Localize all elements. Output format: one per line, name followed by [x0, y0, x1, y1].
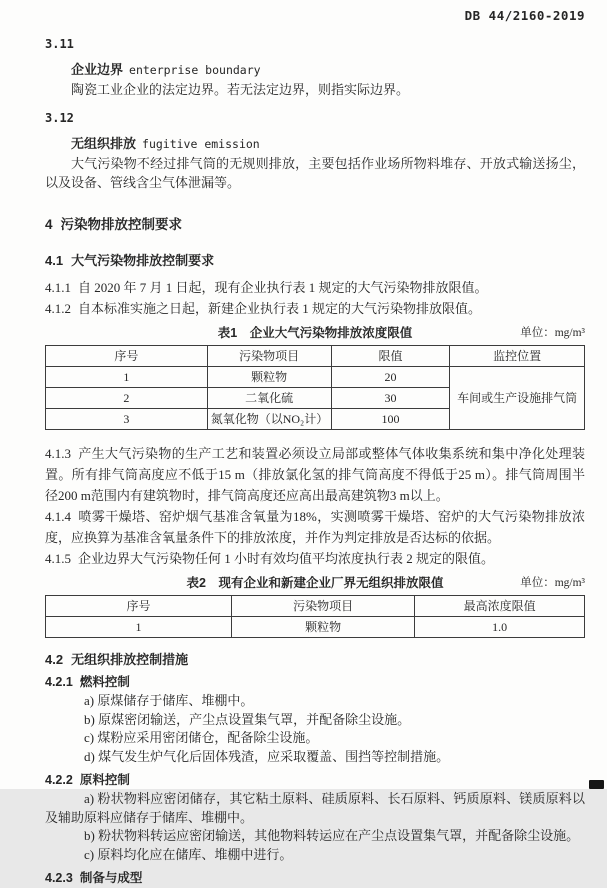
- table-cell: 颗粒物: [231, 617, 414, 638]
- list-item: a) 粉状物料应密闭储存，其它粘土原料、硅质原料、长石原料、钙质原料、镁质原料以及辅助原料应储存于储库、堆棚中。: [45, 791, 585, 825]
- clause-number: 4.1.1: [45, 280, 71, 295]
- table-cell: 30: [331, 388, 450, 409]
- subsection-heading: [45, 869, 585, 888]
- list-item: d) 煤气发生炉气化后固体残渣，应采取覆盖、围挡等控制措施。: [84, 748, 450, 764]
- subsection-title: 原料控制: [79, 773, 130, 787]
- clause-4-1-3: [45, 443, 585, 506]
- term-definition: 大气污染物不经过排气筒的无规则排放，主要包括作业场所物料堆存、开放式输送扬尘，以及设备、管线含尘气体泄漏等。: [45, 156, 585, 190]
- subsection-number: 4.2.3: [45, 871, 73, 885]
- table1-emission-concentration-limits: [45, 345, 585, 430]
- clause-text: 企业边界大气污染物任何 1 小时有效均值平均浓度执行表 2 规定的限值。: [78, 551, 495, 566]
- clause-text: 喷雾干燥塔、窑炉烟气基准含氧量为18%，实测喷雾干燥塔、窑炉的大气污染物排放浓度，应换算为基准含氧量条件下的排放浓度，并作为判定排放是否达标的依据。: [45, 509, 585, 545]
- list-item: c) 煤粉应采用密闭储仓，配备除尘设施。: [84, 730, 319, 745]
- section-title: 污染物排放控制要求: [60, 217, 183, 232]
- table2-unit-label: 单位：mg/m³: [520, 577, 585, 589]
- clause-text: 自 2020 年 7 月 1 日起，现有企业执行表 1 规定的大气污染物排放限值。: [78, 280, 488, 295]
- list-item: b) 原煤密闭输送，产尘点设置集气罩，并配备除尘设施。: [84, 711, 411, 727]
- list-item: a) 原煤储存于储库、堆棚中。: [84, 693, 254, 708]
- table-header-row: [46, 346, 585, 367]
- term-number: 3.11: [45, 37, 74, 51]
- table-cell: 1: [46, 367, 208, 388]
- table-cell: 1: [46, 617, 232, 638]
- section-number: 4.1: [45, 253, 64, 268]
- table2-caption-row: [45, 574, 585, 592]
- clause-text: 自本标准实施之日起，新建企业执行表 1 规定的大气污染物排放限值。: [78, 301, 482, 316]
- table-row: [46, 617, 585, 638]
- section-number: 4.2: [45, 652, 64, 667]
- clause-4-1-1: [45, 277, 585, 298]
- term-title-en: fugitive emission: [142, 137, 260, 151]
- table-cell: 二氧化硫: [207, 388, 331, 409]
- table-header-cell: 最高浓度限值: [415, 596, 585, 617]
- table-cell: 颗粒物: [207, 367, 331, 388]
- table1-caption: 表1 企业大气污染物排放浓度限值: [217, 326, 413, 340]
- clause-number: 4.1.5: [45, 551, 71, 566]
- list-item: c) 原料均化应在储库、堆棚中进行。: [84, 846, 293, 862]
- subsection-heading: [45, 673, 585, 692]
- scan-artifact: [589, 780, 604, 789]
- subsection-heading: [45, 771, 585, 790]
- subsection-4-2-3: [45, 869, 585, 888]
- subsection-number: 4.2.1: [45, 675, 73, 689]
- clause-number: 4.1.2: [45, 301, 71, 316]
- term-title: [45, 60, 585, 80]
- table-cell: 3: [46, 409, 208, 430]
- subsection-4-2-2: [45, 771, 585, 864]
- term-title-cn: 无组织排放: [71, 136, 137, 151]
- term-number: 3.12: [45, 111, 74, 125]
- term-title-en: enterprise boundary: [129, 63, 261, 77]
- table1-caption-row: [45, 324, 585, 342]
- term-block-3-12: [45, 111, 585, 192]
- table-cell: 氮氧化物（以NO₂计）: [207, 409, 331, 430]
- section-4-1-heading: [45, 250, 585, 269]
- clauses-4-1-3-to-4-1-5: [45, 443, 585, 569]
- table-header-cell: 污染物项目: [231, 596, 414, 617]
- table-cell-monitor-location: 车间或生产设施排气筒: [450, 367, 585, 430]
- subsection-number: 4.2.2: [45, 773, 73, 787]
- table2-fugitive-emission-limits: [45, 595, 585, 638]
- term-title: [45, 134, 585, 154]
- clauses-4-1-1-to-4-1-2: [45, 277, 585, 319]
- subsection-title: 燃料控制: [79, 675, 130, 689]
- section-title: 大气污染物排放控制要求: [71, 253, 215, 268]
- table-header-cell: 污染物项目: [207, 346, 331, 367]
- table2-caption: 表2 现有企业和新建企业厂界无组织排放限值: [186, 576, 444, 590]
- table-header-row: [46, 596, 585, 617]
- section-4-2-heading: [45, 649, 585, 668]
- term-block-3-11: [45, 37, 585, 99]
- subsection-4-2-1: [45, 673, 585, 766]
- subsection-title: 制备与成型: [79, 871, 143, 885]
- doc-number: DB 44/2160-2019: [464, 8, 585, 23]
- clause-number: 4.1.4: [45, 509, 71, 524]
- clause-text: 产生大气污染物的生产工艺和装置必须设立局部或整体气体收集系统和集中净化处理装置。所有排气筒高度应不低于15 m（排放氯化氢的排气筒高度不得低于25 m）。排气筒周围半径200 m范围内有建筑物时，排气筒高度还应高出最高建筑物3 m以上。: [45, 446, 585, 503]
- term-title-cn: 企业边界: [71, 62, 124, 77]
- list-item: b) 粉状物料转运应密闭输送，其他物料转运应在产尘点设置集气罩，并配备除尘设施。: [84, 828, 580, 843]
- table-cell: 2: [46, 388, 208, 409]
- table-cell: 100: [331, 409, 450, 430]
- table-cell: 20: [331, 367, 450, 388]
- term-definition: 陶瓷工业企业的法定边界。若无法定边界，则指实际边界。: [71, 82, 410, 97]
- section-number: 4: [45, 217, 53, 232]
- clause-number: 4.1.3: [45, 446, 71, 461]
- section-4-heading: [45, 213, 585, 233]
- table-cell: 1.0: [415, 617, 585, 638]
- section-title: 无组织排放控制措施: [71, 652, 189, 667]
- table-header-cell: 限值: [331, 346, 450, 367]
- clause-4-1-5: [45, 548, 585, 569]
- table-header-cell: 监控位置: [450, 346, 585, 367]
- table-header-cell: 序号: [46, 346, 208, 367]
- clause-4-1-4: [45, 506, 585, 548]
- table1-unit-label: 单位：mg/m³: [520, 327, 585, 339]
- table-header-cell: 序号: [46, 596, 232, 617]
- table-row: [46, 367, 585, 388]
- clause-4-1-2: [45, 298, 585, 319]
